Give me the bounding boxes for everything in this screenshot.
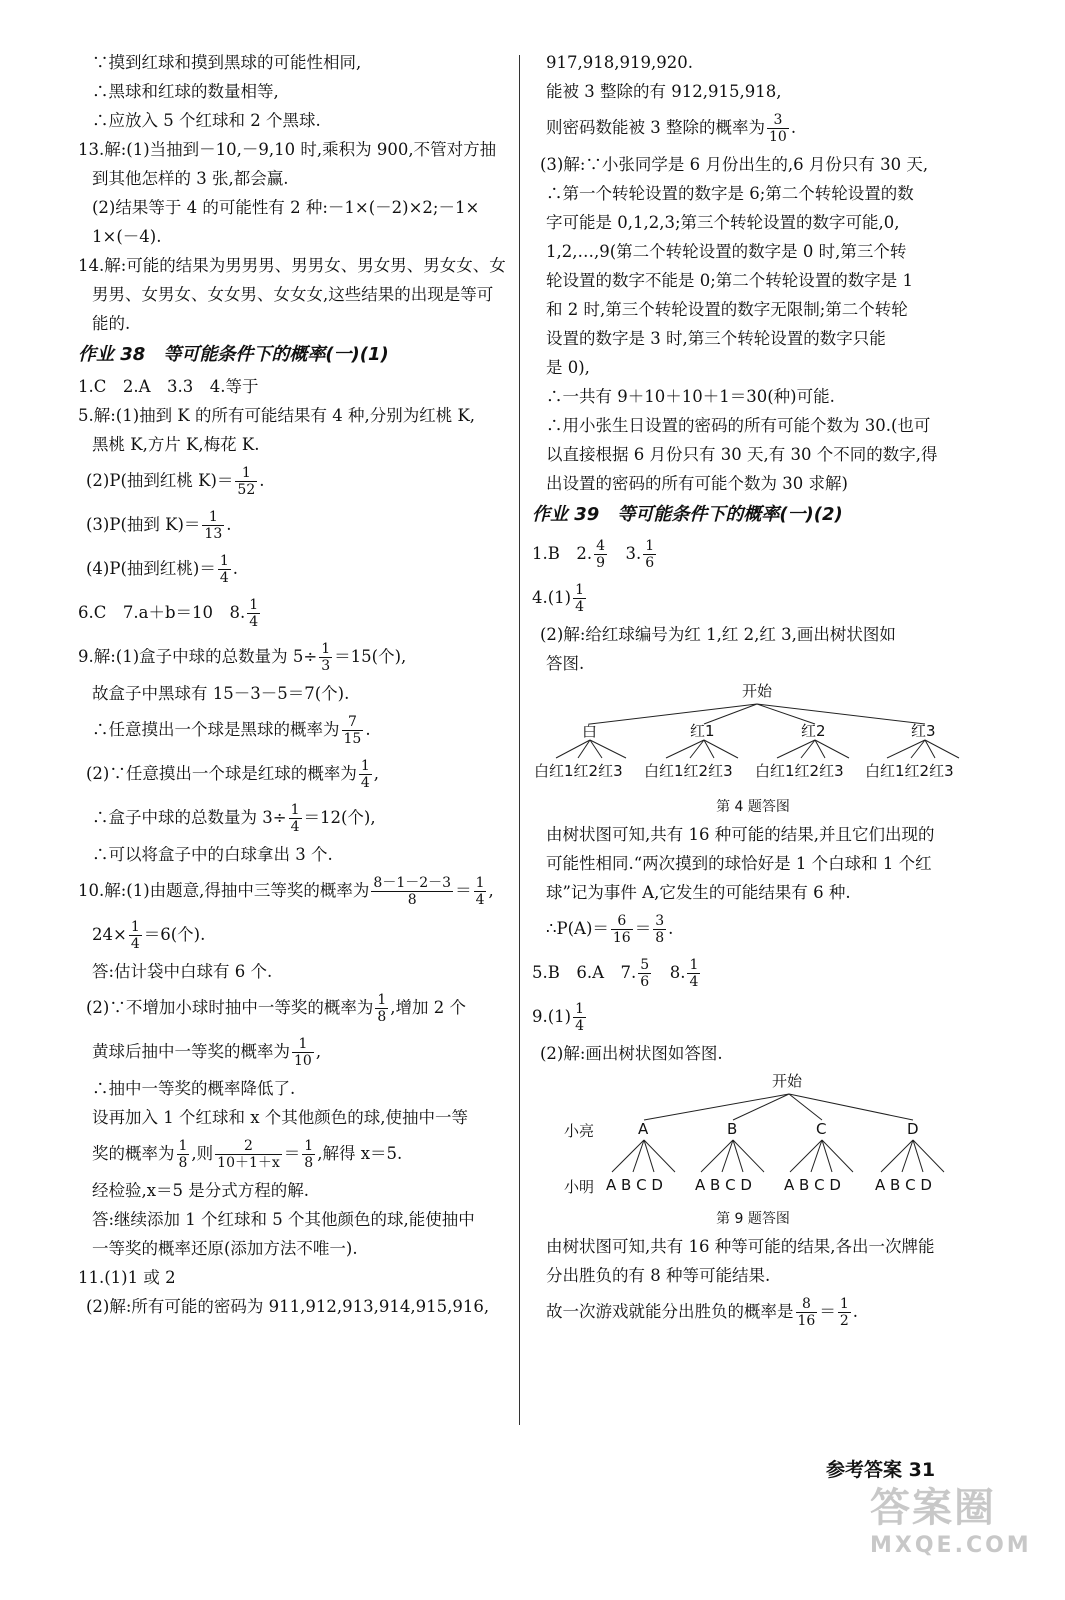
q9-line: ∴可以将盒子中的白球拿出 3 个. [92, 845, 333, 864]
q5-line: (2)P(抽到红桃 K)＝ $\frac{1}{52}$ . [86, 465, 265, 498]
q11-line: (2)解:所有可能的密码为 911,912,913,914,915,916, [86, 1297, 490, 1316]
fraction [371, 876, 453, 907]
denominator: 2 [839, 1313, 849, 1329]
numerator: 4 [596, 538, 606, 554]
tree-node: C [816, 1120, 827, 1138]
q14-line: 能的. [92, 314, 131, 333]
tree-leaves: A B C D [606, 1176, 663, 1194]
numerator: 2 [215, 1139, 282, 1155]
q5-line: 黑桃 K,方片 K,梅花 K. [92, 435, 260, 454]
tree-leaves: 白红1红2红3 [755, 762, 844, 780]
tree-row-label: 小亮 [564, 1122, 595, 1140]
fraction [573, 583, 586, 614]
text: (3)P(抽到 K)＝ [86, 515, 201, 534]
text: ∴P(A)＝ [546, 919, 609, 938]
fraction [653, 914, 666, 945]
text: 1.B 2. [532, 544, 593, 563]
denominator: 6 [640, 974, 650, 990]
column-divider [519, 55, 520, 1425]
q10-line: 设再加入 1 个红球和 x 个其他颜色的球,使抽中一等 [92, 1108, 469, 1127]
fraction [235, 466, 257, 497]
text-line: 出设置的密码的所有可能个数为 30 求解) [546, 474, 848, 493]
q4-line: ∴P(A)＝ $\frac{6}{16}$ ＝ $\frac{3}{8}$ . [546, 913, 674, 946]
text: ＝6(个). [143, 925, 206, 944]
text: ,则 [191, 1144, 214, 1163]
q9-line: 分出胜负的有 8 种等可能结果. [546, 1266, 771, 1285]
tree-leaves: A B C D [784, 1176, 841, 1194]
q5-line: 5.解:(1)抽到 K 的所有可能结果有 4 种,分别为红桃 K, [78, 406, 476, 425]
text-line: 能被 3 整除的有 912,915,918, [546, 82, 782, 101]
denominator: 52 [237, 482, 256, 498]
numerator: 8 [796, 1297, 818, 1313]
fraction [292, 1037, 314, 1068]
answers-6-8 [78, 591, 510, 635]
q10-line: 10.解:(1)由题意,得抽中三等奖的概率为 $\frac{8-1-2-3}{8}$ ＝ $\frac{1}{4}$ , [78, 875, 494, 908]
tree-node: 红3 [911, 722, 936, 740]
numerator: 1 [575, 1001, 585, 1017]
fraction [573, 1002, 586, 1033]
fraction [611, 914, 633, 945]
q9-line: ∴任意摸出一个球是黑球的概率为 $\frac{7}{15}$ . [92, 714, 371, 747]
q5-line: (3)P(抽到 K)＝ $\frac{1}{13}$ . [86, 509, 232, 542]
page-number: 31 [908, 1459, 936, 1481]
tree-leaves: 白红1红2红3 [534, 762, 623, 780]
denominator: 16 [612, 930, 631, 946]
numerator: 1 [645, 538, 655, 554]
tree-node: D [907, 1120, 919, 1138]
tree-diagram-q9 [532, 1068, 974, 1206]
text: 9.解:(1)盒子中球的总数量为 5÷ [78, 647, 318, 666]
numerator: 1 [235, 466, 257, 482]
denominator: 8 [304, 1155, 314, 1171]
text: 4.(1) [532, 588, 572, 607]
section-heading-39: 作业 39 等可能条件下的概率(一)(2) [532, 504, 843, 525]
watermark-logo [870, 1476, 1050, 1586]
q5-line: (4)P(抽到红桃)＝ $\frac{1}{4}$ . [86, 553, 239, 586]
fraction [302, 1139, 315, 1170]
q4-line: 答图. [546, 654, 585, 673]
q13-line: 到其他怎样的 3 张,都会赢. [92, 169, 289, 188]
text: ＝ [819, 1302, 836, 1321]
numerator: 8－1－2－3 [373, 875, 452, 891]
text-line: 917,918,919,920. [546, 53, 693, 72]
text: (2)∵不增加小球时抽中一等奖的概率为 [86, 998, 374, 1017]
text: 6.C 7.a＋b＝10 8. [78, 603, 246, 622]
denominator: 10＋1＋x [217, 1155, 280, 1171]
q10-line [78, 1132, 510, 1176]
text-line: 以直接根据 6 月份只有 30 天,有 30 个不同的数字,得 [546, 445, 938, 464]
denominator: 4 [360, 775, 370, 791]
fraction [177, 1139, 190, 1170]
denominator: 4 [249, 614, 259, 630]
q9-line [532, 995, 974, 1039]
fraction [767, 113, 789, 144]
fraction [375, 993, 388, 1024]
text-line: 轮设置的数字不能是 0;第二个转轮设置的数字是 1 [546, 271, 914, 290]
numerator: 1 [290, 802, 300, 818]
text: 8. [653, 963, 686, 982]
text: ＝ [283, 1144, 301, 1163]
denominator: 4 [130, 936, 140, 952]
figure-caption-q4: 第 4 题答图 [716, 799, 790, 815]
tree-node: 红1 [690, 722, 715, 740]
fraction [218, 554, 231, 585]
fraction [643, 539, 656, 570]
numerator: 1 [839, 1296, 849, 1312]
q9-line: (2)∵任意摸出一个球是红球的概率为 $\frac{1}{4}$ , [86, 758, 380, 791]
numerator: 1 [321, 641, 331, 657]
denominator: 10 [294, 1053, 312, 1069]
denominator: 3 [321, 658, 331, 674]
answers-5-8 [532, 951, 974, 995]
q10-line: 经检验,x＝5 是分式方程的解. [92, 1181, 310, 1200]
tree-diagram-q4 [532, 678, 974, 794]
numerator: 1 [130, 919, 140, 935]
numerator: 1 [304, 1138, 314, 1154]
q9-line [78, 796, 510, 840]
numerator: 1 [292, 1037, 314, 1053]
denominator: 9 [596, 555, 606, 571]
numerator: 1 [249, 597, 259, 613]
tree-node: B [727, 1120, 738, 1138]
footer-label: 参考答案 [826, 1459, 903, 1481]
text: ∴盒子中球的总数量为 3÷ [92, 808, 287, 827]
q4-line: 可能性相同.“两次摸到的球恰好是 1 个白球和 1 个红 [546, 854, 932, 873]
text-line: ∵摸到红球和摸到黑球的可能性相同, [92, 53, 362, 72]
tree-root: 开始 [772, 1072, 803, 1090]
text-line: ∴黑球和红球的数量相等, [92, 82, 279, 101]
denominator: 8 [407, 892, 417, 908]
text: (4)P(抽到红桃)＝ [86, 559, 216, 578]
text: 故一次游戏就能分出胜负的概率是 [546, 1302, 794, 1321]
text: 则密码数能被 3 整除的概率为 [546, 118, 765, 137]
text: ∴任意摸出一个球是黑球的概率为 [92, 720, 340, 739]
q13-line: 1×(－4). [92, 227, 162, 246]
tree-node: 白 [582, 722, 598, 740]
text: 9.(1) [532, 1007, 572, 1026]
denominator: 4 [575, 1018, 585, 1034]
numerator: 1 [575, 582, 585, 598]
denominator: 15 [343, 731, 362, 747]
tree-root: 开始 [742, 682, 773, 700]
watermark-text: 答案圈 [870, 1485, 996, 1531]
fraction [129, 920, 142, 951]
q4-line: 球”记为事件 A,它发生的可能结果有 6 种. [546, 883, 851, 902]
q10-line: 答:估计袋中白球有 6 个. [92, 962, 273, 981]
q11-line: 11.(1)1 或 2 [78, 1268, 176, 1287]
q9-line: 由树状图可知,共有 16 种等可能的结果,各出一次牌能 [546, 1237, 935, 1256]
answers-1-4: 1.C 2.A 3.3 4.等于 [78, 377, 259, 396]
text-line: 是 0), [546, 358, 590, 377]
numerator: 7 [342, 715, 364, 731]
numerator: 1 [178, 1138, 188, 1154]
fraction [474, 876, 487, 907]
denominator: 13 [204, 526, 223, 542]
text: ＝12(个), [303, 808, 376, 827]
numerator: 6 [611, 914, 633, 930]
denominator: 4 [575, 599, 585, 615]
left-column [78, 48, 510, 1321]
text: ,解得 x＝5. [317, 1144, 403, 1163]
text-line: 设置的数字是 3 时,第三个转轮设置的数字只能 [546, 329, 886, 348]
denominator: 16 [797, 1313, 816, 1329]
section-heading-38: 作业 38 等可能条件下的概率(一)(1) [78, 344, 389, 365]
numerator: 1 [689, 957, 699, 973]
text: ＝15(个), [334, 647, 407, 666]
fraction [594, 539, 607, 570]
q14-line: 男男、女男女、女女男、女女女,这些结果的出现是等可 [92, 285, 494, 304]
right-column [532, 48, 974, 1334]
tree-leaves: A B C D [695, 1176, 752, 1194]
tree-leaves: 白红1红2红3 [865, 762, 954, 780]
text: 3. [609, 544, 642, 563]
figure-caption-q9: 第 9 题答图 [716, 1211, 790, 1227]
text: 10.解:(1)由题意,得抽中三等奖的概率为 [78, 881, 370, 900]
numerator: 5 [640, 957, 650, 973]
text-line: ∴用小张生日设置的密码的所有可能个数为 30.(也可 [546, 416, 931, 435]
watermark-url: MXQE.COM [870, 1533, 1032, 1558]
text-line: 1,2,…,9(第二个转轮设置的数字是 0 时,第三个转 [546, 242, 907, 261]
q9-line [78, 635, 510, 679]
text-line: 则密码数能被 3 整除的概率为 $\frac{3}{10}$ . [546, 112, 797, 145]
q14-line: 14.解:可能的结果为男男男、男男女、男女男、男女女、女 [78, 256, 506, 275]
fraction [687, 958, 700, 989]
text-line: ∴第一个转轮设置的数字是 6;第二个转轮设置的数 [546, 184, 914, 203]
fraction [215, 1139, 282, 1170]
text: ,增加 2 个 [390, 998, 467, 1017]
text-line: 和 2 时,第三个转轮设置的数字无限制;第二个转轮 [546, 300, 908, 319]
tree-leaves: 白红1红2红3 [644, 762, 733, 780]
denominator: 6 [645, 555, 655, 571]
tree-leaves: A B C D [875, 1176, 932, 1194]
text: (2)P(抽到红桃 K)＝ [86, 471, 234, 490]
fraction [202, 510, 224, 541]
numerator: 1 [219, 553, 229, 569]
denominator: 4 [689, 974, 699, 990]
numerator: 1 [202, 510, 224, 526]
numerator: 1 [377, 992, 387, 1008]
denominator: 8 [655, 930, 665, 946]
fraction [838, 1297, 851, 1328]
numerator: 1 [475, 875, 485, 891]
q10-line: 答:继续添加 1 个红球和 5 个其他颜色的球,能使抽中 [92, 1210, 475, 1229]
fraction [359, 759, 372, 790]
numerator: 1 [360, 758, 370, 774]
q4-line: 由树状图可知,共有 16 种可能的结果,并且它们出现的 [546, 825, 935, 844]
tree-row-label: 小明 [564, 1178, 595, 1196]
text: (2)∵任意摸出一个球是红球的概率为 [86, 764, 357, 783]
denominator: 10 [769, 129, 787, 145]
denominator: 4 [475, 892, 485, 908]
text: ＝ [634, 919, 652, 938]
text-line: (3)解:∵小张同学是 6 月份出生的,6 月份只有 30 天, [540, 155, 929, 174]
text-line: 字可能是 0,1,2,3;第三个转轮设置的数字可能,0, [546, 213, 900, 232]
q9-line: 故一次游戏就能分出胜负的概率是 $\frac{8}{16}$ ＝ $\frac{1}{2}$ . [546, 1296, 858, 1329]
denominator: 4 [219, 570, 229, 586]
fraction [247, 598, 260, 629]
fraction [342, 715, 364, 746]
denominator: 8 [377, 1009, 387, 1025]
text-line: ∴一共有 9＋10＋10＋1＝30(种)可能. [546, 387, 835, 406]
denominator: 8 [178, 1155, 188, 1171]
text: 奖的概率为 [92, 1144, 175, 1163]
q13-line: 13.解:(1)当抽到－10,－9,10 时,乘积为 900,不管对方抽 [78, 140, 497, 159]
numerator: 3 [767, 113, 789, 129]
q9-line: 故盒子中黑球有 15－3－5＝7(个). [92, 684, 350, 703]
text: 黄球后抽中一等奖的概率为 [92, 1042, 290, 1061]
text-line: ∴应放入 5 个红球和 2 个黑球. [92, 111, 321, 130]
q13-line: (2)结果等于 4 的可能性有 2 种:－1×(－2)×2;－1× [92, 198, 480, 217]
fraction [319, 642, 332, 673]
answers-1-3 [532, 532, 974, 576]
q10-line: 黄球后抽中一等奖的概率为 $\frac{1}{10}$ , [92, 1036, 322, 1069]
fraction [638, 958, 651, 989]
tree-node: 红2 [801, 722, 826, 740]
q10-line: ∴抽中一等奖的概率降低了. [92, 1079, 296, 1098]
q4-line: (2)解:给红球编号为红 1,红 2,红 3,画出树状图如 [540, 625, 896, 644]
fraction [289, 803, 302, 834]
q10-line [78, 986, 510, 1030]
q4-line [532, 576, 974, 620]
q9-line: (2)解:画出树状图如答图. [540, 1044, 723, 1063]
fraction [796, 1297, 818, 1328]
denominator: 4 [290, 819, 300, 835]
numerator: 3 [655, 913, 665, 929]
q10-line [78, 913, 510, 957]
text: 24× [92, 925, 127, 944]
text: 5.B 6.A 7. [532, 963, 637, 982]
q10-line: 一等奖的概率还原(添加方法不唯一). [92, 1239, 358, 1258]
tree-node: A [638, 1120, 649, 1138]
